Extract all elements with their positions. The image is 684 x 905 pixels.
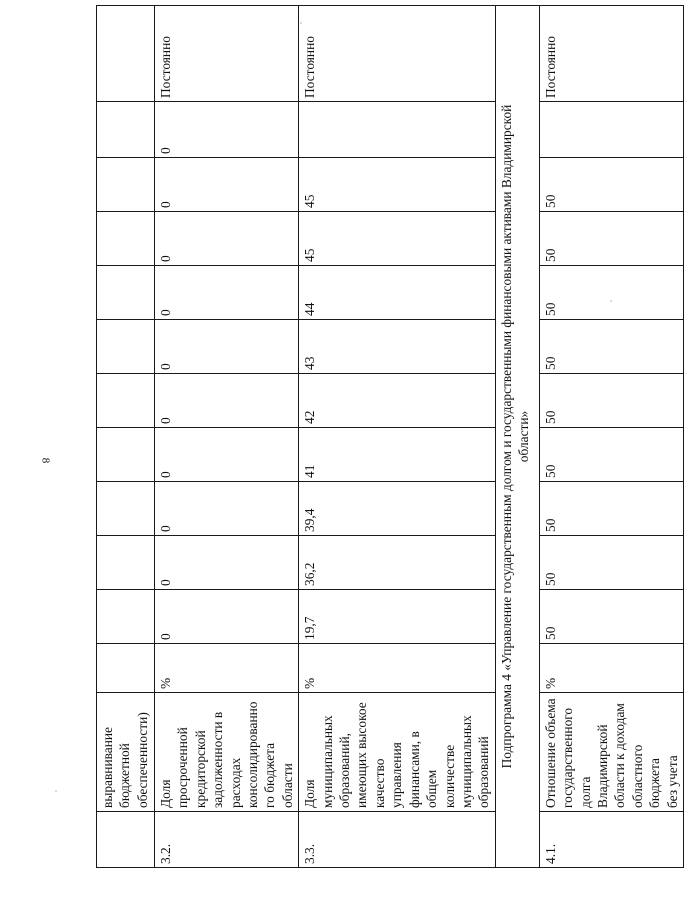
value-cell xyxy=(97,536,155,590)
row-number-cell: 4.1. xyxy=(539,812,683,868)
value-cell: 0 xyxy=(155,320,299,374)
value-cell xyxy=(97,212,155,266)
value-cell xyxy=(97,374,155,428)
value-cell: 19,7 xyxy=(299,590,495,644)
value-cell: 0 xyxy=(155,536,299,590)
value-cell: 0 xyxy=(155,428,299,482)
value-cell: 44 xyxy=(299,266,495,320)
value-cell xyxy=(539,102,683,158)
value-cell: 0 xyxy=(155,374,299,428)
unit-cell: % xyxy=(299,644,495,693)
value-cell: 50 xyxy=(539,158,683,212)
subprogram-heading: Подпрограмма 4 «Управление государственным долгом и государственными финансовыми активами Владимирской области» xyxy=(495,6,539,868)
indicator-name-cell: Отношение объема государственного долга Владимирской области к доходам областного бюджета без учета xyxy=(539,693,683,812)
value-cell: 50 xyxy=(539,212,683,266)
value-cell xyxy=(97,590,155,644)
unit-cell xyxy=(97,644,155,693)
table-row xyxy=(155,6,299,868)
value-cell: 50 xyxy=(539,320,683,374)
value-cell: 0 xyxy=(155,102,299,158)
value-cell: 0 xyxy=(155,212,299,266)
value-cell xyxy=(97,266,155,320)
note-cell xyxy=(97,6,155,102)
indicator-name-cell: Доля просроченной кредиторской задолженности в расходах консолидированно го бюджета области xyxy=(155,693,299,812)
scan-speck xyxy=(300,22,302,24)
value-cell: 45 xyxy=(299,212,495,266)
scan-speck xyxy=(610,300,612,302)
value-cell: 50 xyxy=(539,536,683,590)
note-cell: Постоянно xyxy=(539,6,683,102)
indicator-name-cell: Доля муниципальных образований, имеющих высокое качество управления финансами, в общем количестве муниципальных образований xyxy=(299,693,495,812)
table-row xyxy=(299,6,495,868)
subprogram-row xyxy=(495,6,539,868)
value-cell: 0 xyxy=(155,158,299,212)
value-cell: 42 xyxy=(299,374,495,428)
value-cell: 0 xyxy=(155,590,299,644)
value-cell xyxy=(97,102,155,158)
value-cell xyxy=(97,482,155,536)
value-cell xyxy=(299,102,495,158)
page-number: 8 xyxy=(39,457,52,464)
value-cell: 50 xyxy=(539,374,683,428)
unit-cell: % xyxy=(539,644,683,693)
value-cell: 50 xyxy=(539,428,683,482)
value-cell: 50 xyxy=(539,266,683,320)
row-number-cell xyxy=(97,812,155,868)
value-cell: 36,2 xyxy=(299,536,495,590)
value-cell xyxy=(97,428,155,482)
row-number-cell: 3.3. xyxy=(299,812,495,868)
value-cell: 43 xyxy=(299,320,495,374)
table-row xyxy=(539,6,683,868)
row-number-cell: 3.2. xyxy=(155,812,299,868)
value-cell: 50 xyxy=(539,482,683,536)
note-cell: Постоянно xyxy=(155,6,299,102)
value-cell: 0 xyxy=(155,482,299,536)
value-cell xyxy=(97,320,155,374)
note-cell: Постоянно xyxy=(299,6,495,102)
value-cell: 39,4 xyxy=(299,482,495,536)
scan-speck xyxy=(55,790,57,792)
value-cell: 50 xyxy=(539,590,683,644)
indicator-name-cell: выравнивание бюджетной обеспеченности) xyxy=(97,693,155,812)
indicators-table xyxy=(96,5,684,868)
value-cell xyxy=(97,158,155,212)
unit-cell: % xyxy=(155,644,299,693)
value-cell: 41 xyxy=(299,428,495,482)
value-cell: 0 xyxy=(155,266,299,320)
table-row xyxy=(97,6,155,868)
value-cell: 45 xyxy=(299,158,495,212)
rotated-table-stage xyxy=(96,36,680,868)
